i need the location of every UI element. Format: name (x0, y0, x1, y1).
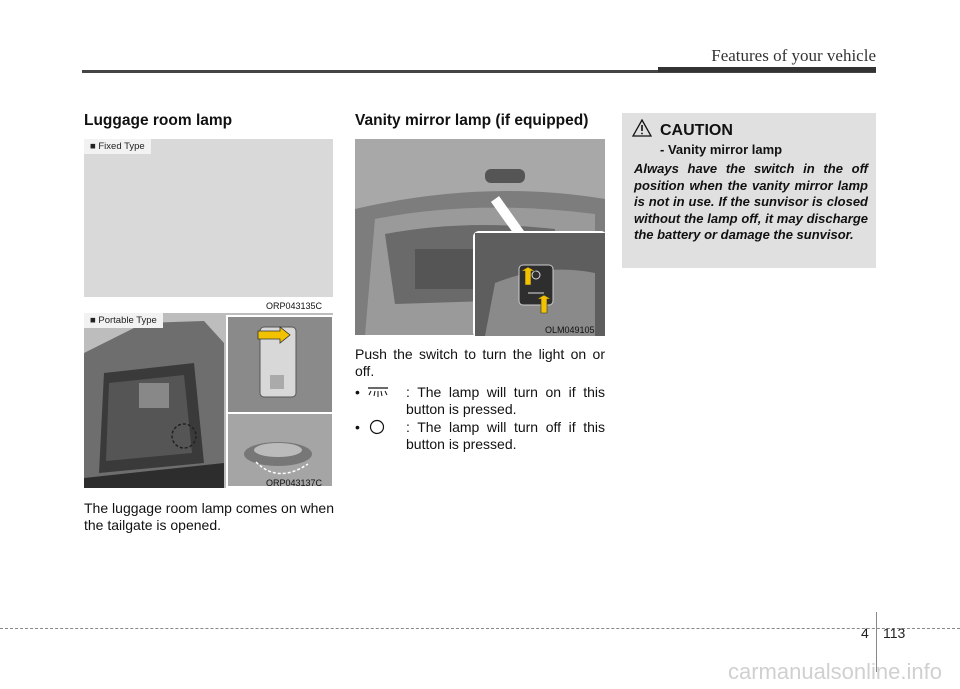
footer-rule (0, 628, 960, 629)
vanity-image-code: OLM049105 (545, 325, 595, 335)
warning-icon (632, 119, 652, 137)
portable-image-code: ORP043137C (266, 478, 323, 488)
site-watermark: carmanualsonline.info (727, 659, 942, 684)
luggage-body-text: The luggage room lamp comes on when the tailgate is opened. (84, 500, 334, 533)
vanity-bullet-off-text: : The lamp will turn off if this button is pressed. (406, 419, 605, 452)
chapter-header-title: Features of your vehicle (711, 46, 876, 65)
chapter-number: 4 (861, 625, 869, 641)
caution-title: CAUTION (660, 122, 733, 139)
fixed-image-code: ORP043135C (266, 301, 323, 311)
caution-text: Always have the switch in the off position when the vanity mirror lamp is not in use. If the sunvisor is closed without the lamp off, it may discharge the battery or damage the sunvisor. (634, 161, 868, 242)
fixed-type-illustration (84, 139, 333, 297)
switch-inset (473, 231, 607, 338)
page-number: 113 (883, 625, 906, 641)
lamp-off-icon (368, 419, 386, 435)
caution-box (622, 113, 876, 268)
portable-type-illustration (84, 313, 333, 488)
vanity-mirror-illustration (355, 139, 605, 335)
header-rule-tab (658, 67, 876, 72)
portable-type-tag: ■ Portable Type (84, 313, 163, 328)
vanity-intro-text: Push the switch to turn the light on or off. (355, 346, 605, 379)
vanity-heading: Vanity mirror lamp (if equipped) (355, 112, 589, 129)
caution-subtitle: - Vanity mirror lamp (660, 142, 783, 157)
lamp-on-icon (366, 385, 390, 399)
vanity-bullet-on-text: : The lamp will turn on if this button is pressed. (406, 384, 605, 417)
lamp-inset-lower (226, 412, 334, 488)
lamp-inset-upper (226, 315, 334, 414)
fixed-type-tag: ■ Fixed Type (84, 139, 151, 154)
luggage-heading: Luggage room lamp (84, 112, 233, 129)
